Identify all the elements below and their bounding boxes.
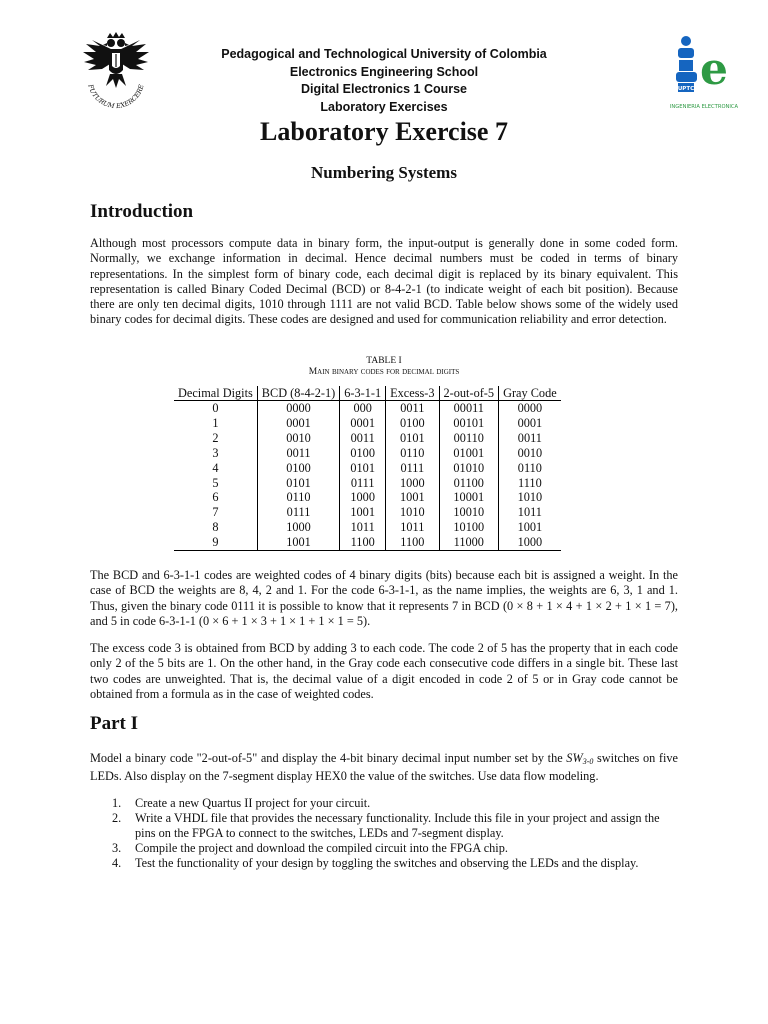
- university-crest-logo: [80, 32, 152, 116]
- table-cell: 0110: [257, 490, 339, 505]
- introduction-heading: Introduction: [90, 201, 194, 222]
- table-cell: 1011: [386, 520, 439, 535]
- table-cell: 0111: [386, 461, 439, 476]
- table-cell: 0001: [257, 416, 339, 431]
- table-label: TABLE I: [366, 356, 402, 366]
- table-cell: 0101: [257, 476, 339, 491]
- table-cell: 4: [212, 460, 219, 475]
- school-name: Electronics Engineering School: [289, 64, 479, 79]
- table-cell: 01100: [439, 476, 499, 491]
- part1-steps-list: [90, 796, 678, 871]
- list-item-text: Compile the project and download the compiled circuit into the FPGA chip.: [135, 841, 508, 855]
- table-cell: 0100: [257, 461, 339, 476]
- column-header: 6-3-1-1: [340, 386, 386, 401]
- column-header: Excess-3: [386, 386, 439, 401]
- institution-header: [150, 46, 618, 116]
- table-cell: 5: [212, 475, 219, 490]
- table-row: [174, 401, 561, 416]
- table-cell: 10001: [439, 490, 499, 505]
- table-cell: 00110: [439, 431, 499, 446]
- table-cell: 0111: [257, 505, 339, 520]
- table-cell: 0000: [257, 401, 339, 416]
- list-item-number: 1.: [112, 796, 122, 810]
- table-cell: 1001: [257, 535, 339, 550]
- list-item-number: 3.: [112, 841, 122, 855]
- series-name: Laboratory Exercises: [320, 99, 448, 114]
- table-cell: 01010: [439, 461, 499, 476]
- table-cell: 10100: [439, 520, 499, 535]
- table-cell: 0001: [340, 416, 386, 431]
- list-item-number: 2.: [112, 811, 122, 825]
- table-cell: 1010: [386, 505, 439, 520]
- table-cell: 0010: [499, 446, 561, 461]
- column-header: Decimal Digits: [174, 386, 257, 401]
- table-cell: 0011: [499, 431, 561, 446]
- list-item-text: Test the functionality of your design by toggling the switches and observing the LEDs and the display.: [135, 856, 639, 870]
- list-item-number: 4.: [112, 856, 122, 870]
- institution-name: Pedagogical and Technological University of Colombia: [221, 47, 547, 61]
- table-row: [174, 416, 561, 431]
- table-cell: 1110: [499, 476, 561, 491]
- table-cell: 0001: [499, 416, 561, 431]
- table-cell: 10010: [439, 505, 499, 520]
- table-cell: 1000: [386, 476, 439, 491]
- table-cell: 000: [340, 401, 386, 416]
- table-cell: 1000: [340, 490, 386, 505]
- binary-codes-table: [174, 386, 561, 551]
- part1-heading: Part I: [90, 713, 139, 734]
- part1-intro-text-continued: switches on five LEDs. Also display on the 7-segment display HEX0 the value of the switches. Use data flow modeling.: [90, 751, 678, 784]
- table-cell: 9: [174, 535, 257, 550]
- table-cell: 0011: [257, 446, 339, 461]
- list-item: [90, 811, 678, 841]
- switch-subscript: 3-0: [582, 757, 594, 766]
- list-item: [90, 796, 678, 811]
- table-cell: 1100: [340, 535, 386, 550]
- table-row: [174, 490, 561, 505]
- table-cell: 7: [212, 505, 219, 520]
- table-row: [174, 461, 561, 476]
- table-cell: 0101: [386, 431, 439, 446]
- document-title: Laboratory Exercise 7: [260, 117, 508, 146]
- table-cell: 8: [212, 520, 219, 535]
- table-caption: Main binary codes for decimal digits: [308, 367, 460, 377]
- list-item: [90, 856, 678, 871]
- table-row: [174, 431, 561, 446]
- table-cell: 1000: [499, 535, 561, 550]
- unweighted-codes-paragraph: The excess code 3 is obtained from BCD by adding 3 to each code. The code 2 of 5 has the property that in each code only 2 of the 5 bits are 1. On the other hand, in the Gray code each consecutive code differs in a single bit. These last two codes are unweighted. That is, the decimal value of a digit encoded in code 2 of 5 or in Gray code cannot be obtained from a formula as in the case of weighted codes.: [90, 641, 678, 701]
- svg-text:e: e: [700, 44, 728, 95]
- table-cell: 0100: [340, 446, 386, 461]
- table-header-row: [174, 386, 561, 401]
- table-row: [174, 446, 561, 461]
- table-cell: 0: [212, 401, 219, 415]
- document-subtitle: Numbering Systems: [311, 163, 457, 182]
- table-cell: 0110: [386, 446, 439, 461]
- table-row: [174, 476, 561, 491]
- table-cell: 3: [212, 445, 219, 460]
- table-cell: 6: [212, 490, 219, 505]
- table-cell: 00011: [439, 401, 499, 416]
- table-cell: 1: [212, 415, 219, 430]
- table-row: [174, 535, 561, 550]
- table-cell: 1001: [340, 505, 386, 520]
- svg-text:INGENIERIA ELECTRONICA: INGENIERIA ELECTRONICA: [669, 104, 739, 110]
- table-cell: 0000: [499, 401, 561, 416]
- table-cell: 2: [212, 430, 219, 445]
- table-cell: 01001: [439, 446, 499, 461]
- part1-intro-paragraph: [90, 751, 678, 785]
- column-header: 2-out-of-5: [439, 386, 499, 401]
- table-cell: 0011: [340, 431, 386, 446]
- weighted-codes-paragraph: The BCD and 6-3-1-1 codes are weighted codes of 4 binary digits (bits) because each bit is assigned a weight. In the case of BCD the weights are 8, 4, 2 and 1. For the code 6-3-1-1, as the name implies, the weights are 6, 3, 1 and 1. Thus, given the binary code 0111 it is possible to know that it represents 7 in BCD (0 × 8 + 1 × 4 + 1 × 2 + 1 × 1 = 7), and 5 in code 6-3-1-1 (0 × 6 + 1 × 3 + 1 × 1 + 1 × 1 = 5).: [90, 568, 678, 628]
- table-cell: 0101: [340, 461, 386, 476]
- table-cell: 1001: [386, 490, 439, 505]
- engineering-school-logo: [664, 34, 744, 116]
- part1-intro-text: Model a binary code "2-out-of-5" and display the 4-bit binary decimal input number set by the: [90, 751, 567, 765]
- table-cell: 1011: [499, 505, 561, 520]
- table-cell: 00101: [439, 416, 499, 431]
- course-name: Digital Electronics 1 Course: [300, 82, 468, 96]
- list-item-text: Create a new Quartus II project for your circuit.: [135, 796, 371, 810]
- table-row: [174, 505, 561, 520]
- switch-symbol: SW: [566, 751, 583, 765]
- table-cell: 0111: [340, 476, 386, 491]
- table-cell: 0010: [257, 431, 339, 446]
- column-header: Gray Code: [499, 386, 561, 401]
- svg-text:FUTURUM EXERCERE: FUTURUM EXERCERE: [86, 83, 146, 111]
- svg-text:UPTC: UPTC: [677, 86, 695, 92]
- table-cell: 1010: [499, 490, 561, 505]
- table-cell: 0110: [499, 461, 561, 476]
- list-item: [90, 841, 678, 856]
- table-row: [174, 520, 561, 535]
- table-cell: 1001: [499, 520, 561, 535]
- column-header: BCD (8-4-2-1): [257, 386, 339, 401]
- introduction-paragraph: Although most processors compute data in binary form, the input-output is generally done in some coded form. Normally, we exchange information in decimal. Hence decimal numbers must be coded in terms of binary representations. In the simplest form of binary code, each decimal digit is replaced by its binary equivalent. This representation is called Binary Coded Decimal (BCD) or 8-4-2-1 (to indicate weight of each bit position). Because there are only ten decimal digits, 1010 through 1111 are not valid BCD. Table below shows some of the widely used binary codes for decimal digits. These codes are designed and used for communication reliability and error detection.: [90, 236, 678, 327]
- table-cell: 1100: [386, 535, 439, 550]
- table-cell: 0011: [386, 401, 439, 416]
- table-cell: 1011: [340, 520, 386, 535]
- table-cell: 0100: [386, 416, 439, 431]
- table-cell: 1000: [257, 520, 339, 535]
- table-cell: 11000: [439, 535, 499, 550]
- list-item-text: Write a VHDL file that provides the necessary functionality. Include this file in your project and assign the pins on the FPGA to connect to the switches, LEDs and 7-segment display.: [135, 811, 660, 840]
